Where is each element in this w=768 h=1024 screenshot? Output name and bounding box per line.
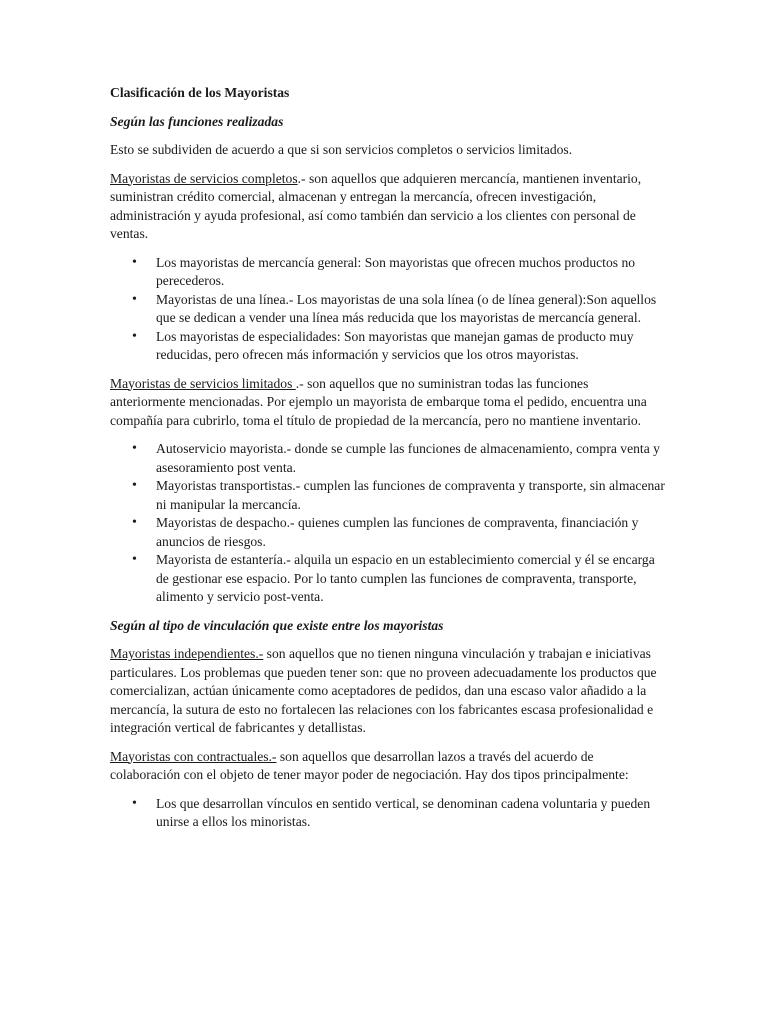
list-item: • Los mayoristas de mercancía general: Son mayoristas que ofrecen muchos productos no perecederos.: [156, 254, 665, 291]
list-item: • Mayoristas de despacho.- quienes cumplen las funciones de compraventa, financiación y anuncios de riesgos.: [156, 514, 665, 551]
term-independientes: Mayoristas independientes.-: [110, 646, 264, 661]
text-contractuales: son aquellos que desarrollan lazos a través del acuerdo de colaboración con el objeto de tener mayor poder de negociación. Hay dos tipos principalmente:: [110, 748, 629, 782]
list-contractuales: [110, 795, 665, 832]
list-item: • Autoservicio mayorista.- donde se cumple las funciones de almacenamiento, compra venta y asesoramiento post venta.: [156, 440, 665, 477]
text-servicios-limitados: .- son aquellos que no suministran todas las funciones anteriormente mencionadas. Por ejemplo un mayorista de embarque toma el pedido, encuentra una compañía para cubrirlo, toma el título de propiedad de la mercancía, pero no mantiene inventario.: [110, 375, 647, 428]
text-servicios-completos: .- son aquellos que adquieren mercancía, mantienen inventario, suministran crédito comercial, almacenan y entregan la mercancía, ofrecen investigación, administración y ayuda profesional, así como también dan servicio a los clientes con personal de ventas.: [110, 170, 642, 241]
list-servicios-limitados: [110, 440, 665, 607]
paragraph-contractuales: [110, 748, 665, 785]
term-servicios-completos: Mayoristas de servicios completos: [110, 170, 298, 186]
term-servicios-limitados: Mayoristas de servicios limitados: [110, 375, 296, 391]
paragraph-servicios-limitados: [110, 375, 665, 431]
section-intro: Esto se subdividen de acuerdo a que si son servicios completos o servicios limitados.: [110, 142, 573, 157]
text-independientes: son aquellos que no tienen ninguna vinculación y trabajan e iniciativas particulares. Los problemas que pueden tener son: que no proveen adecuadamente los productos que comercializan, actúan únicamente como aceptadores de pedidos, dan una escaso valor añadido a la mercancía, la sutura de esto no fortalecen las relaciones con los fabricantes escasa profesionalidad e integración vertical de fabricantes y detallistas.: [110, 646, 657, 735]
paragraph-independientes: [110, 645, 665, 738]
list-item: • Los mayoristas de especialidades: Son mayoristas que manejan gamas de producto muy reducidas, pero ofrecen más información y servicios que los otros mayoristas.: [156, 328, 665, 365]
list-servicios-completos: [110, 254, 665, 365]
paragraph-servicios-completos: [110, 170, 665, 244]
list-item: • Mayoristas transportistas.- cumplen las funciones de compraventa y transporte, sin almacenar ni manipular la mercancía.: [156, 477, 665, 514]
list-item: • Mayoristas de una línea.- Los mayoristas de una sola línea (o de línea general):Son aquellos que se dedican a vender una línea más reducida que los mayoristas de mercancía general.: [156, 291, 665, 328]
section-heading-funciones: Según las funciones realizadas: [110, 113, 284, 129]
list-item: • Mayorista de estantería.- alquila un espacio en un establecimiento comercial y él se encarga de gestionar ese espacio. Por lo tanto cumplen las funciones de compraventa, transporte, alimento y servicio post-venta.: [156, 551, 665, 607]
document-body: [110, 84, 665, 842]
section-heading-vinculacion: Según al tipo de vinculación que existe entre los mayoristas: [110, 617, 444, 633]
term-contractuales: Mayoristas con contractuales.-: [110, 748, 277, 764]
list-item: • Los que desarrollan vínculos en sentido vertical, se denominan cadena voluntaria y pueden unirse a ellos los minoristas.: [156, 795, 665, 832]
document-title: Clasificación de los Mayoristas: [110, 85, 290, 100]
